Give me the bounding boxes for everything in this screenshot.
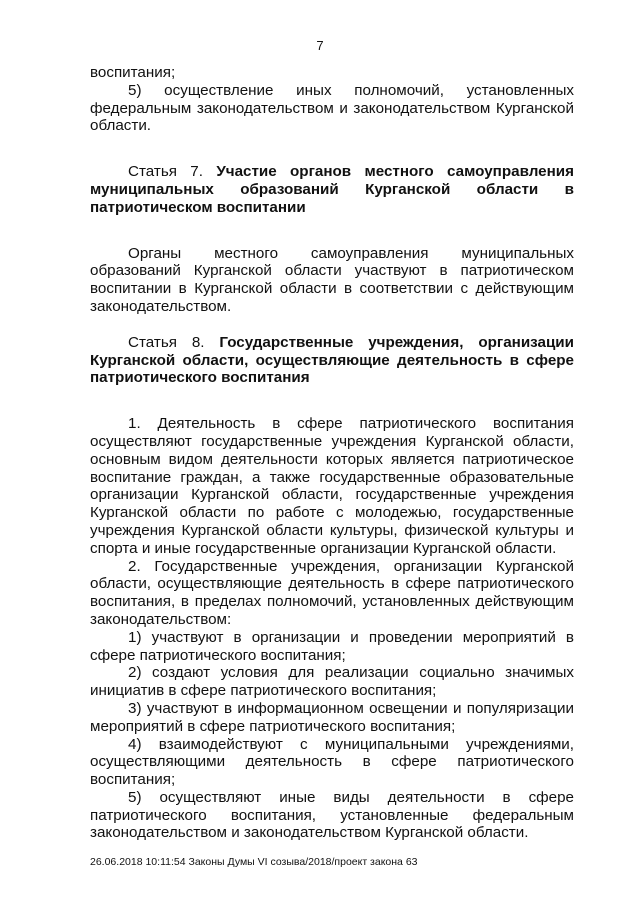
paragraph: 1. Деятельность в сфере патриотического воспитания осуществляют государственные учреждения Курганской области, основным видом деятельности которых является патриотическое воспитание граждан, а также государственные образовательные организации Курганской области, государственные учреждения Курганской области по работе с молодежью, государственные учреждения Курганской области культуры, физической культуры и спорта и иные государственные организации Курганской области. bbox=[90, 415, 574, 557]
list-item: 1) участвуют в организации и проведении мероприятий в сфере патриотического воспитания; bbox=[90, 628, 574, 664]
footer-stamp: 26.06.2018 10:11:54 Законы Думы VI созыва/2018/проект закона 63 bbox=[90, 856, 418, 868]
article-7-heading bbox=[90, 163, 574, 216]
paragraph: 5) осуществление иных полномочий, установленных федеральным законодательством и законодательством Курганской области. bbox=[90, 81, 574, 135]
article-prefix: Статья 7. bbox=[128, 163, 203, 181]
page-number: 7 bbox=[316, 38, 324, 53]
list-item: 4) взаимодействуют с муниципальными учреждениями, осуществляющими деятельность в сфере патриотического воспитания; bbox=[90, 735, 574, 789]
paragraph: 2. Государственные учреждения, организации Курганской области, осуществляющие деятельность в сфере патриотического воспитания, в пределах полномочий, установленных действующим законодательством: bbox=[90, 557, 574, 628]
article-title: Участие органов местного самоуправления муниципальных образований Курганской области в патриотическом воспитании bbox=[90, 163, 574, 216]
document-body bbox=[90, 64, 574, 842]
article-8-heading bbox=[90, 334, 574, 387]
article-prefix: Статья 8. bbox=[128, 333, 205, 351]
paragraph: воспитания; bbox=[90, 64, 176, 81]
list-item: 5) осуществляют иные виды деятельности в сфере патриотического воспитания, установленные федеральным законодательством и законодательством Курганской области. bbox=[90, 788, 574, 842]
paragraph: Органы местного самоуправления муниципальных образований Курганской области участвуют в патриотическом воспитании в Курганской области в соответствии с действующим законодательством. bbox=[90, 244, 574, 315]
list-item: 2) создают условия для реализации социально значимых инициатив в сфере патриотического воспитания; bbox=[90, 664, 574, 700]
article-title: Государственные учреждения, организации Курганской области, осуществляющие деятельность в сфере патриотического воспитания bbox=[90, 333, 574, 387]
list-item: 3) участвуют в информационном освещении и популяризации мероприятий в сфере патриотического воспитания; bbox=[90, 699, 574, 735]
